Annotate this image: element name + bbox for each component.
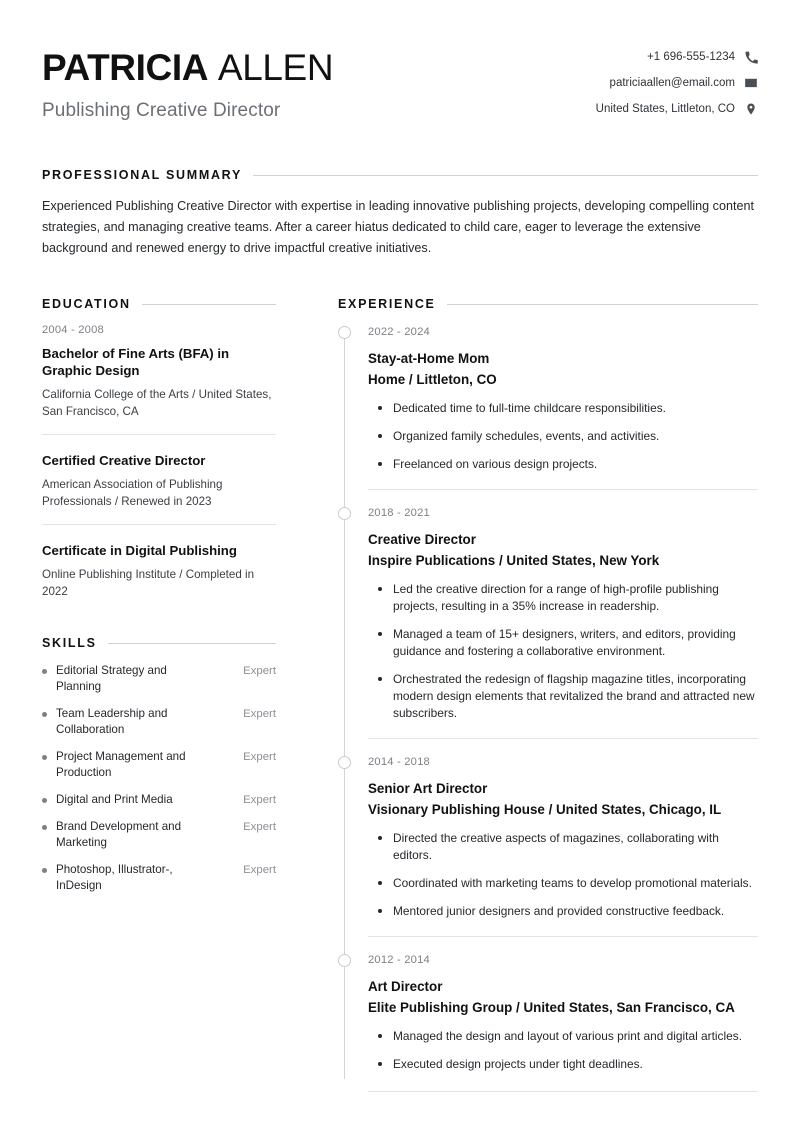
bullet-dot-icon: [42, 712, 47, 717]
education-degree: Bachelor of Fine Arts (BFA) in Graphic Design: [42, 346, 230, 378]
job-title: Publishing Creative Director: [42, 100, 281, 121]
skill-name: Project Management and Production: [56, 750, 186, 779]
experience-bullet: Freelanced on various design projects.: [368, 456, 758, 473]
summary-text: Experienced Publishing Creative Director with expertise in leading innovative publishing projects, developing compelling content strategies, and managing creative teams. After a career hiatus dedicated to child care, eager to leverage the extensive background and renewed energy to drive impactful creative initiatives.: [42, 199, 754, 255]
left-column: [42, 297, 276, 905]
experience-bullet: Managed the design and layout of various print and digital articles.: [368, 1028, 758, 1045]
experience-bullets: [368, 1028, 758, 1073]
experience-date: 2022 - 2024: [368, 326, 430, 338]
summary-heading-label: PROFESSIONAL SUMMARY: [42, 168, 242, 182]
skill-name: Editorial Strategy and Planning: [56, 664, 167, 693]
skills-section-heading: [42, 636, 276, 650]
experience-company: Home / Littleton, CO: [368, 372, 497, 387]
experience-bullet: Dedicated time to full-time childcare responsibilities.: [368, 400, 758, 417]
skill-label-group: [42, 819, 205, 851]
experience-date: 2012 - 2014: [368, 954, 430, 966]
contact-location-value: United States, Littleton, CO: [595, 103, 735, 115]
list-item: [368, 489, 758, 738]
skill-label-group: [42, 792, 173, 808]
experience-bullet: Coordinated with marketing teams to develop promotional materials.: [368, 875, 758, 892]
experience-company: Visionary Publishing House / United States, Chicago, IL: [368, 802, 722, 817]
skills-list: [42, 663, 276, 894]
professional-summary-section: [42, 168, 758, 259]
skill-level: Expert: [243, 665, 276, 677]
resume-header: [42, 38, 758, 123]
list-item: [42, 819, 276, 851]
education-school: Online Publishing Institute / Completed in 2022: [42, 568, 255, 598]
skill-name: Digital and Print Media: [56, 793, 173, 806]
contact-list: [596, 44, 758, 116]
bullet-dot-icon: [42, 669, 47, 674]
first-name: PATRICIA: [42, 47, 209, 88]
skill-label-group: [42, 706, 205, 738]
identity-block: [42, 44, 333, 123]
experience-company: Elite Publishing Group / United States, San Francisco, CA: [368, 1000, 735, 1015]
email-icon: [744, 76, 758, 90]
experience-section-heading: [338, 297, 758, 311]
bullet-dot-icon: [42, 825, 47, 830]
contact-location[interactable]: [596, 102, 758, 116]
timeline-marker-icon: [338, 507, 351, 520]
bullet-dot-icon: [42, 755, 47, 760]
skill-name: Photoshop, Illustrator-, InDesign: [56, 863, 173, 892]
heading-rule: [447, 304, 758, 305]
timeline-marker-icon: [338, 326, 351, 339]
experience-heading-label: EXPERIENCE: [338, 297, 436, 311]
experience-bullet: Orchestrated the redesign of flagship magazine titles, incorporating modern design elements that revitalized the brand and attracted new subscribers.: [368, 671, 758, 722]
experience-bullet: Managed a team of 15+ designers, writers, and editors, providing guidance and fostering a collaborative environment.: [368, 626, 758, 660]
list-item: [42, 792, 276, 808]
contact-phone[interactable]: [647, 50, 758, 64]
skills-section: [42, 636, 276, 894]
list-item: [368, 738, 758, 936]
list-item: [42, 862, 276, 894]
skill-level: Expert: [243, 708, 276, 720]
education-degree: Certificate in Digital Publishing: [42, 543, 237, 558]
skill-name: Brand Development and Marketing: [56, 820, 182, 849]
experience-timeline: [338, 325, 758, 1092]
skill-level: Expert: [243, 794, 276, 806]
contact-email-value: patriciaallen@email.com: [609, 77, 735, 89]
skills-heading-label: SKILLS: [42, 636, 97, 650]
bullet-dot-icon: [42, 868, 47, 873]
experience-date: 2014 - 2018: [368, 756, 430, 768]
list-item: [42, 434, 276, 524]
list-item: [42, 663, 276, 695]
experience-role: Stay-at-Home Mom: [368, 351, 490, 366]
summary-section-heading: [42, 168, 758, 182]
education-heading-label: EDUCATION: [42, 297, 131, 311]
education-degree: Certified Creative Director: [42, 453, 206, 468]
skill-name: Team Leadership and Collaboration: [56, 707, 168, 736]
skill-level: Expert: [243, 821, 276, 833]
phone-icon: [744, 50, 758, 64]
list-item: [42, 524, 276, 614]
body-columns: [42, 297, 758, 1092]
education-date: 2004 - 2008: [42, 324, 104, 336]
timeline-marker-icon: [338, 756, 351, 769]
experience-role: Creative Director: [368, 532, 476, 547]
right-column: [338, 297, 758, 1092]
experience-bullet: Mentored junior designers and provided constructive feedback.: [368, 903, 758, 920]
heading-rule: [253, 175, 758, 176]
skill-level: Expert: [243, 864, 276, 876]
page-title: [42, 46, 333, 90]
experience-role: Senior Art Director: [368, 781, 488, 796]
education-section: [42, 297, 276, 614]
experience-bullets: [368, 830, 758, 920]
last-name: ALLEN: [217, 47, 334, 88]
list-item: [368, 936, 758, 1092]
experience-date: 2018 - 2021: [368, 507, 430, 519]
experience-bullet: Directed the creative aspects of magazines, collaborating with editors.: [368, 830, 758, 864]
list-item: [42, 706, 276, 738]
skill-label-group: [42, 749, 205, 781]
timeline-spine: [344, 333, 345, 1079]
education-list: [42, 323, 276, 614]
education-school: American Association of Publishing Professionals / Renewed in 2023: [42, 478, 223, 508]
timeline-marker-icon: [338, 954, 351, 967]
heading-rule: [142, 304, 276, 305]
bullet-dot-icon: [42, 798, 47, 803]
list-item: [368, 325, 758, 489]
skill-label-group: [42, 663, 205, 695]
experience-bullets: [368, 581, 758, 722]
education-school: California College of the Arts / United States, San Francisco, CA: [42, 388, 272, 418]
location-icon: [744, 102, 758, 116]
contact-email[interactable]: [610, 76, 758, 90]
experience-bullet: Organized family schedules, events, and activities.: [368, 428, 758, 445]
experience-company: Inspire Publications / United States, New York: [368, 553, 660, 568]
experience-bullets: [368, 400, 758, 473]
experience-role: Art Director: [368, 979, 443, 994]
experience-bullet: Led the creative direction for a range of high-profile publishing projects, resulting in a 35% increase in readership.: [368, 581, 758, 615]
skill-label-group: [42, 862, 205, 894]
education-section-heading: [42, 297, 276, 311]
skill-level: Expert: [243, 751, 276, 763]
heading-rule: [108, 643, 276, 644]
list-item: [42, 749, 276, 781]
experience-bullet: Executed design projects under tight deadlines.: [368, 1056, 758, 1073]
contact-phone-value: +1 696-555-1234: [647, 51, 735, 63]
list-item: [42, 323, 276, 434]
